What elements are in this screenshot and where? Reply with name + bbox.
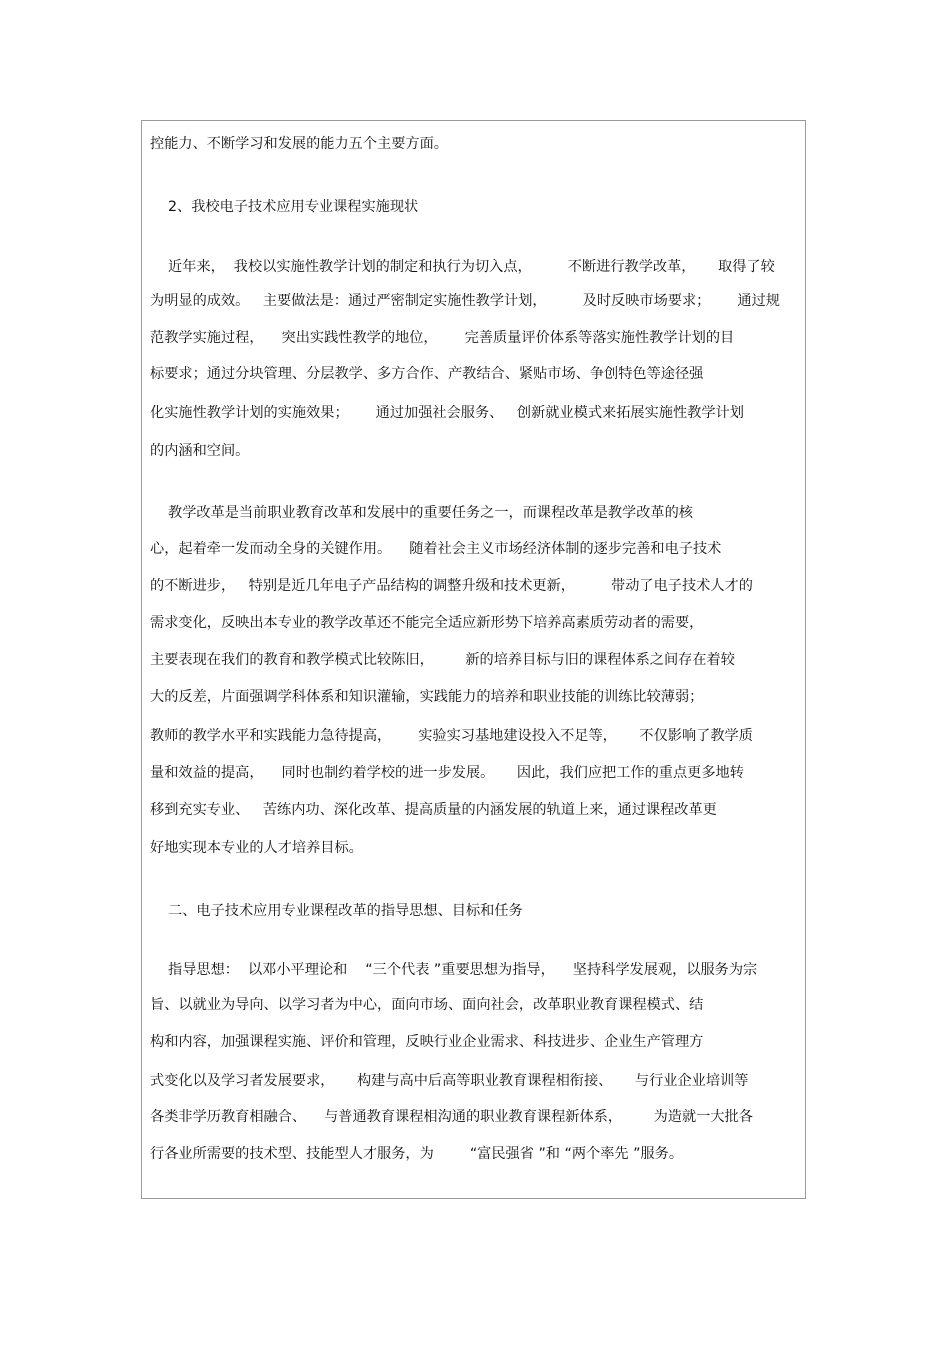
- text-line: 心，起着牵一发而动全身的关键作用。 随着社会主义市场经济体制的逐步完善和电子技术: [150, 541, 722, 557]
- text-line: 教学改革是当前职业教育改革和发展中的重要任务之一，而课程改革是教学改革的核: [168, 505, 693, 521]
- text-line: 式变化以及学习者发展要求， 构建与高中后高等职业教育课程相衔接、 与行业企业培训等: [150, 1073, 749, 1089]
- text-line: 的不断进步， 特别是近几年电子产品结构的调整升级和技术更新， 带动了电子技术人才的: [150, 578, 753, 594]
- text-line: 控能力、不断学习和发展的能力五个主要方面。: [150, 136, 448, 152]
- text-line: 量和效益的提高， 同时也制约着学校的进一步发展。 因此，我们应把工作的重点更多地转: [150, 765, 744, 781]
- text-line: 的内涵和空间。: [150, 443, 250, 459]
- text-line: 范教学实施过程， 突出实践性教学的地位， 完善质量评价体系等落实施性教学计划的目: [150, 330, 735, 346]
- text-line: 为明显的成效。 主要做法是：通过严密制定实施性教学计划， 及时反映市场要求； 通过规: [150, 293, 780, 309]
- text-line: 行各业所需要的技术型、技能型人才服务，为 “富民强省 ”和 “两个率先 ”服务。: [150, 1146, 684, 1162]
- section-heading: 2、我校电子技术应用专业课程实施现状: [168, 199, 419, 215]
- text-line: 大的反差，片面强调学科体系和知识灌输，实践能力的培养和职业技能的训练比较薄弱；: [150, 689, 704, 705]
- text-line: 构和内容，加强课程实施、评价和管理，反映行业企业需求、科技进步、企业生产管理方: [150, 1034, 704, 1050]
- text-line: 化实施性教学计划的实施效果； 通过加强社会服务、 创新就业模式来拓展实施性教学计划: [150, 405, 744, 421]
- text-line: 近年来， 我校以实施性教学计划的制定和执行为切入点， 不断进行教学改革， 取得了较: [168, 259, 775, 275]
- text-line: 移到充实专业、 苦练内功、深化改革、提高质量的内涵发展的轨道上来，通过课程改革更: [150, 802, 717, 818]
- section-heading: 二、电子技术应用专业课程改革的指导思想、目标和任务: [168, 903, 523, 919]
- text-line: 标要求；通过分块管理、分层教学、多方合作、产教结合、紧贴市场、争创特色等途径强: [150, 366, 704, 382]
- text-line: 指导思想： 以邓小平理论和 “三个代表 ”重要思想为指导， 坚持科学发展观，以服务为宗: [168, 962, 758, 978]
- text-line: 旨、以就业为导向、以学习者为中心，面向市场、面向社会，改革职业教育课程模式、结: [150, 997, 704, 1013]
- text-line: 主要表现在我们的教育和教学模式比较陈旧， 新的培养目标与旧的课程体系之间存在着较: [150, 652, 735, 668]
- text-line: 需求变化，反映出本专业的教学改革还不能完全适应新形势下培养高素质劳动者的需要，: [150, 615, 704, 631]
- text-line: 好地实现本专业的人才培养目标。: [150, 840, 363, 856]
- text-line: 教师的教学水平和实践能力急待提高， 实验实习基地建设投入不足等， 不仅影响了教学质: [150, 728, 753, 744]
- text-line: 各类非学历教育相融合、 与普通教育课程相沟通的职业教育课程新体系， 为造就一大批各: [150, 1109, 753, 1125]
